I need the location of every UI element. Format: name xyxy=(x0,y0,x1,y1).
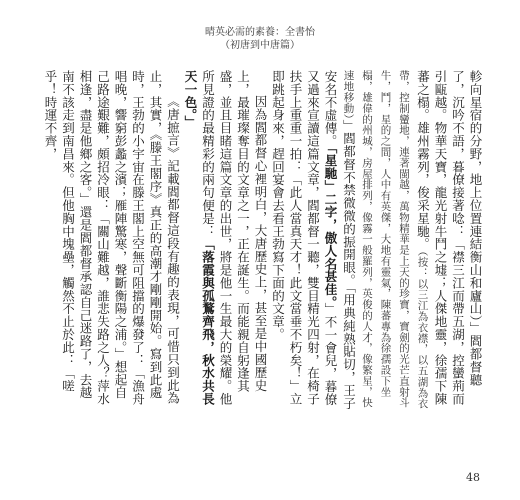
body-text-span: 軫向星宿的分野，地上位置連結衡山和廬山）」閻都督聽了，沉吟不語，暮僚接著唸：「襟三江而帶五湖，控蠻荊而引甌越。物華天寶，龍光射牛鬥之墟；人傑地靈，徐孺下陳蕃之榻。雄州霧列，俊采星馳。 xyxy=(415,70,483,406)
vertical-body-text xyxy=(38,70,484,410)
header-subtitle: （初唐到中唐篇） xyxy=(220,40,300,51)
body-text-span: 」閻都督不禁微微的振開眼。「用典純熟貼切，王子安名不虛傳。 xyxy=(323,70,357,410)
body-text-span: 因為閻都督心裡明白，大唐歷史上，甚至是中國歷史上，最璀璨奪目的文章之一，正在誕生。而能親自躬逢其盛，並且目睹這篇文章的出世，將是他一生最大的榮耀。他所見證的最精彩的兩句便是： xyxy=(200,70,268,406)
running-header xyxy=(0,26,520,52)
body-text-span: 《唐摭言》記載閻都督這段有趣的表現，可惜只到此為止，其實，《滕王閣序》真正的高潮才剛剛開始。寫到此處時，王勃的小宇宙在滕王閣上空無可阻擋的爆發了：「漁舟唱晚，響窮彭蠡之濱；雁陣驚寒，聲斷衡陽之浦。」想起自己路途艱難，頗招冷眼：「關山難越，誰悲失路之人？萍水相逢，盡是他鄉之客。」還是閻都督承認自己迷路了，去越南不該走到南昌來。但他胸中塊壘，觸然不止於此：「嗟乎！時運不齊， xyxy=(43,70,181,406)
body-paragraph xyxy=(269,70,484,410)
header-title: 晴英必需的素養：全書怡 xyxy=(205,27,315,38)
page-number: 48 xyxy=(466,471,480,484)
emphasized-text: 「落霞與孤鶩齊飛，秋水共長天一色。」 xyxy=(183,70,216,406)
annotation-text: （按：以三江為衣襟，以五湖為衣帶，控制蠻地，連著閩越，萬物精華是上天的珍寶，寶劍的光芒直射斗牛，鬥，星的之間，人中有英傑，大地有靈氣，陳蕃專為徐孺設下坐榻，雄偉的州城，房屋排列，像霧一般羅列，英俊的人才，像繁星，快速地移動） xyxy=(342,70,429,409)
emphasized-text: 「星馳」二字，傲人名甚佳。 xyxy=(323,147,338,303)
body-paragraph xyxy=(42,70,182,410)
body-text-span: 」不一會兒，暮僚又過來宣讀這篇文章，閻都督一聽，雙目精光四射，在椅子扶手上重重一拍：「此人當真天才！此文當垂不朽矣！」立即跳起身來，趕回宴會去看王勃寫下面的文章。 xyxy=(270,70,338,406)
body-paragraph xyxy=(182,70,270,410)
